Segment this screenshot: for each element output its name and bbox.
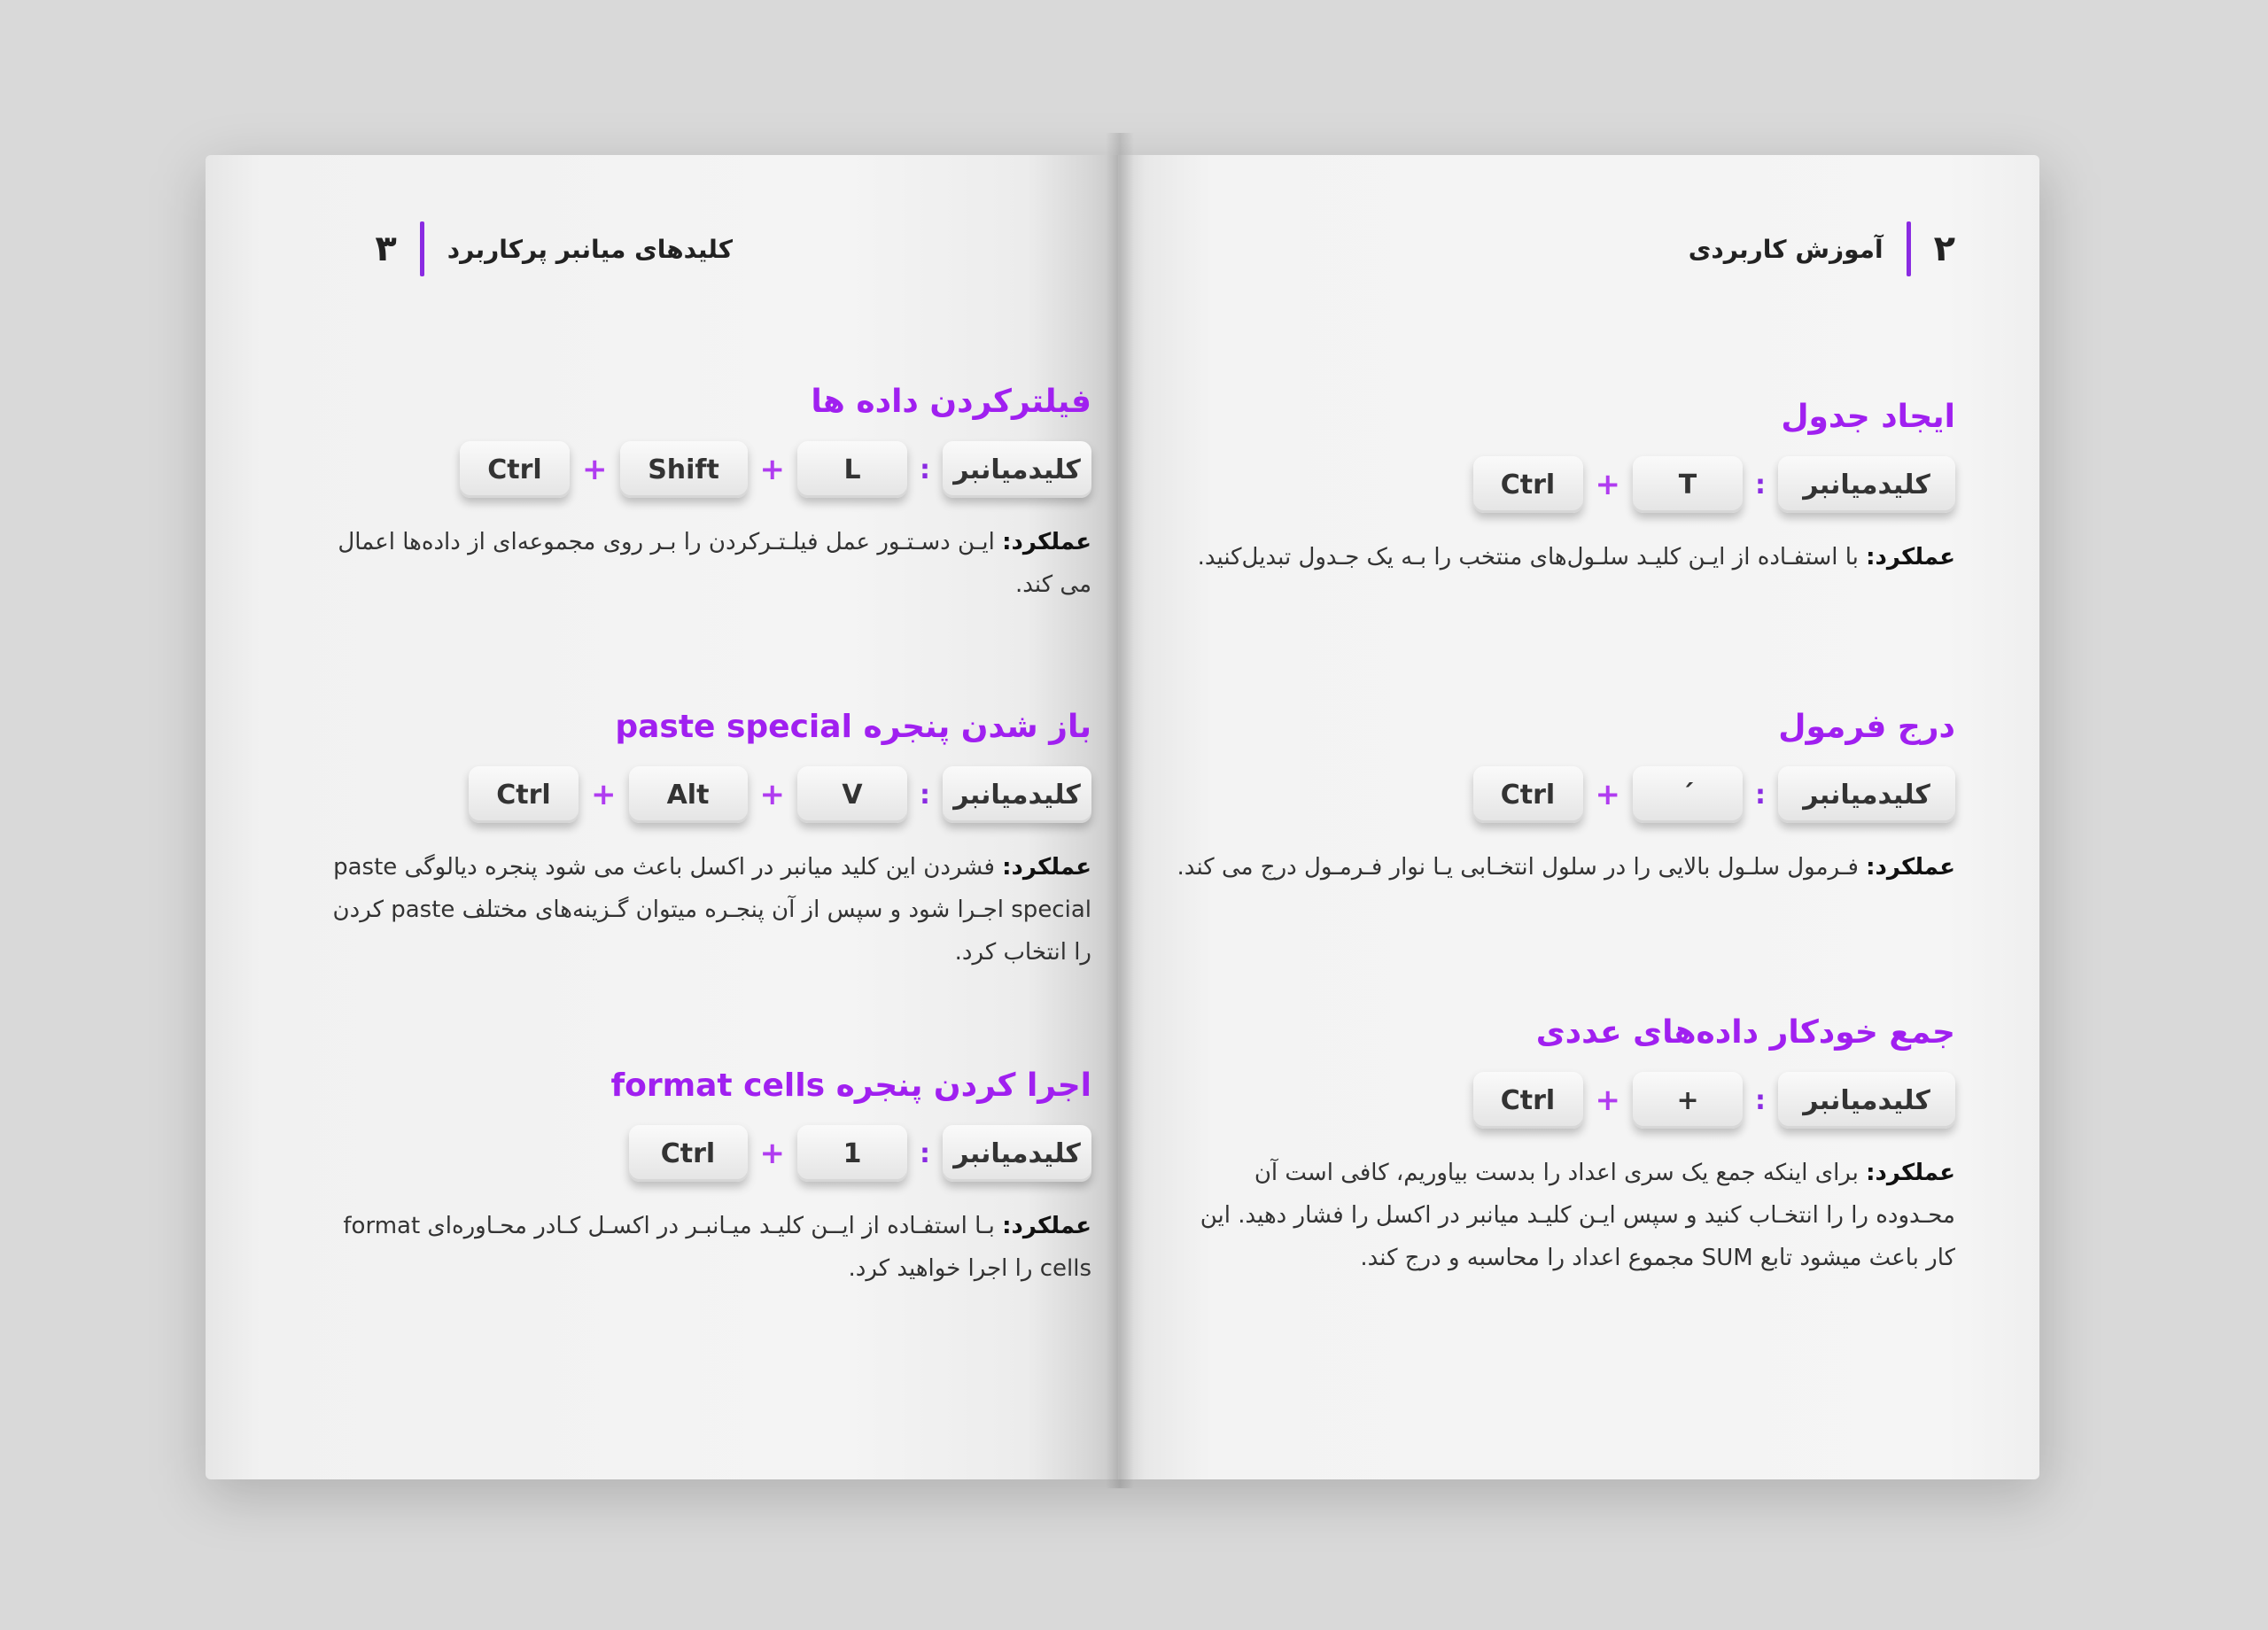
plus-sign: +	[759, 452, 785, 487]
plus-sign: +	[591, 777, 617, 812]
key-alt: Alt	[629, 766, 748, 823]
key-plus: +	[1633, 1072, 1743, 1129]
section-description	[312, 1205, 1091, 1290]
right-header-title: آموزش کاربردی	[1688, 234, 1884, 264]
desc-text: با استفـاده از ایـن کلیـد سلـول‌های منتخب را بـه یک جـدول تبدیل‌کنید.	[1197, 544, 1859, 570]
desc-label: عملکرد:	[1002, 529, 1091, 555]
plus-sign: +	[1595, 1083, 1620, 1118]
desc-text: برای اینکه جمع یک سری اعداد را بدست بیاوریم، کافی است آن محـدوده را را انتخـاب کنید و سپس ایـن کلیـد میانبر در اکسل را فشار دهید. این کار باعث میشود تابع SUM مجموع اعداد را محاسبه و درج کند.	[1200, 1160, 1955, 1271]
key-ctrl: Ctrl	[629, 1125, 748, 1182]
key-v: V	[797, 766, 907, 823]
plus-sign: +	[1595, 777, 1620, 812]
key-1: 1	[797, 1125, 907, 1182]
left-page-header	[375, 221, 733, 276]
header-divider	[420, 221, 424, 276]
section-description	[1176, 536, 1955, 578]
desc-label: عملکرد:	[1866, 1160, 1955, 1186]
desc-label: عملکرد:	[1866, 854, 1955, 881]
key-ctrl: Ctrl	[460, 441, 570, 498]
section-format-cells	[312, 1067, 1091, 1290]
shortcut-label: کلیدمیانبر	[1778, 1072, 1955, 1129]
key-l: L	[797, 441, 907, 498]
shortcut-label: کلیدمیانبر	[943, 766, 1091, 823]
shortcut-keys	[312, 441, 1091, 498]
section-description	[312, 846, 1091, 974]
section-create-table	[1176, 399, 1955, 578]
key-ctrl: Ctrl	[1473, 766, 1583, 823]
colon: :	[920, 779, 930, 811]
right-page-header	[1689, 221, 1955, 276]
section-title: فیلترکردن داده ها	[811, 384, 1091, 420]
shortcut-label: کلیدمیانبر	[1778, 456, 1955, 513]
section-title: اجرا کردن پنجره format cells	[610, 1067, 1091, 1104]
plus-sign: +	[759, 1136, 785, 1171]
desc-text: ایـن دسـتـور عمل فیلـتـرکردن را بـر روی مجموعه‌ای از داده‌ها اعمال می کند.	[338, 529, 1091, 598]
key-ctrl: Ctrl	[469, 766, 579, 823]
section-autosum	[1176, 1014, 1955, 1279]
book-spine	[1106, 133, 1134, 1488]
shortcut-label: کلیدمیانبر	[943, 1125, 1091, 1182]
colon: :	[1755, 1084, 1766, 1116]
colon: :	[1755, 779, 1766, 811]
desc-label: عملکرد:	[1866, 544, 1955, 570]
shortcut-label: کلیدمیانبر	[943, 441, 1091, 498]
key-shift: Shift	[620, 441, 748, 498]
left-header-title: کلیدهای میانبر پرکاربرد	[447, 234, 733, 264]
left-page-number: ۳	[375, 229, 397, 269]
key-ctrl: Ctrl	[1473, 1072, 1583, 1129]
colon: :	[920, 1137, 930, 1169]
desc-label: عملکرد:	[1002, 854, 1091, 881]
key-ctrl: Ctrl	[1473, 456, 1583, 513]
section-description	[1176, 1152, 1955, 1279]
shortcut-label: کلیدمیانبر	[1778, 766, 1955, 823]
header-divider	[1907, 221, 1911, 276]
shortcut-keys	[1176, 1072, 1955, 1129]
section-description	[1176, 846, 1955, 889]
section-paste-special	[312, 709, 1091, 974]
desc-text: فشردن این کلید میانبر در اکسل باعث می شود پنجره دیالوگی paste special اجـرا شود و سپس از آن پنجـره میتوان گـزینه‌های مختلف paste کردن را انتخاب کرد.	[332, 854, 1091, 966]
desc-text: بـا استفـاده از ایــن کلیـد میـانبـر در اکسـل کـادر محـاوره‌ای format cells را اجرا خواهید کرد.	[343, 1213, 1091, 1282]
section-title: جمع خودکار داده‌های عددی	[1535, 1014, 1955, 1051]
desc-label: عملکرد:	[1002, 1213, 1091, 1239]
desc-text: فـرمول سلـول بالایی را در سلول انتخـابی یـا نوار فـرمـول درج می کند.	[1177, 854, 1859, 881]
plus-sign: +	[582, 452, 608, 487]
plus-sign: +	[759, 777, 785, 812]
key-accent: ´	[1633, 766, 1743, 823]
left-page	[206, 155, 1118, 1479]
colon: :	[1755, 469, 1766, 501]
colon: :	[920, 454, 930, 485]
section-filter	[312, 384, 1091, 606]
section-description	[312, 521, 1091, 606]
section-title: درج فرمول	[1778, 709, 1955, 745]
section-title: باز شدن پنجره paste special	[615, 709, 1091, 745]
right-page-number: ۲	[1933, 229, 1955, 269]
shortcut-keys	[1176, 766, 1955, 823]
section-insert-formula	[1176, 709, 1955, 889]
plus-sign: +	[1595, 467, 1620, 502]
right-page	[1118, 155, 2039, 1479]
shortcut-keys	[312, 1125, 1091, 1182]
shortcut-keys	[1176, 456, 1955, 513]
key-t: T	[1633, 456, 1743, 513]
shortcut-keys	[312, 766, 1091, 823]
section-title: ایجاد جدول	[1781, 399, 1955, 435]
